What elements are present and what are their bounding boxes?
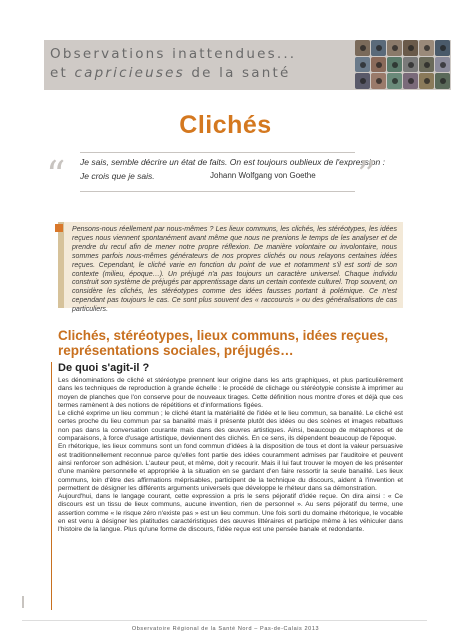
quote-author: Johann Wolfgang von Goethe [210, 171, 316, 180]
eye-photo-tile [387, 40, 402, 56]
intro-text: Pensons-nous réellement par nous-mêmes ? Les lieux communs, les clichés, les stéréotypes, les idées reçues nous viennent spontanément avant même que nous ne prenions le temps de les analyser et de prendre du recul afin de mener notre propre réflexion. De manière volontaire ou involontaire, nous sommes parfois nous-mêmes générateurs de nos propres clichés ou nous relayons certaines idées reçues. Cependant, le cliché varie en fonction du point de vue et notamment s'il est sorti de son contexte (milieu, époque…). Un préjugé n'a pas toujours un caractère universel. Chaque individu construit son système de préjugés par apprentissage dans un certain contexte culturel. Trop souvent, on considère les clichés, les stéréotypes comme des idées fausses portant à polémique. Ce n'est cependant pas toujours le cas. Ce sont plus souvent des « raccourcis » ou des généralisations de cas particuliers. [72, 226, 397, 314]
eye-photo-tile [387, 57, 402, 73]
quote-top-rule [80, 152, 355, 153]
eye-photo-tile [403, 57, 418, 73]
quote-line2: Je crois que je sais. [80, 171, 155, 181]
eye-photo-tile [435, 40, 450, 56]
eyes-photo-mosaic [355, 40, 451, 90]
page-title: Clichés [179, 111, 272, 139]
body-paragraph-2: Le cliché exprime un lieu commun ; le cliché étant la matérialité de l'idée et le lieu commun, sa banalité. Le cliché est certes proche du lieu commun par sa banalité mais il présente plutôt des idées ou des scènes et images rebattues non pas dans la conversation courante mais dans des œuvres artistiques. Ainsi, beaucoup de métaphores et de comparaisons, à force d'usage artistique, deviennent des clichés. En ce sens, ils dépendent beaucoup de l'époque. [58, 410, 403, 443]
intro-marker-icon [55, 224, 63, 232]
intro-box [58, 222, 403, 314]
eye-photo-tile [355, 40, 370, 56]
eye-photo-tile [355, 73, 370, 89]
footer-rule [22, 620, 427, 621]
body-paragraph-3: En rhétorique, les lieux communs sont un fond commun d'idées à la disposition de tous et dont la valeur persuasive est traditionnellement reconnue parce qu'elles font partie des idées couramment admises par l'auditoire et peuvent ainsi renforcer son adhésion. L'auteur peut, et même, doit y recourir. Mais il lui faut trouver le moyen de les présenter d'une manière personnelle et appropriée à la situation en se gardant d'en faire ressortir la seule banalité. Les lieux communs, loin d'être des affirmations méprisables, participent de la technique du discours, aident à l'invention et permettent de désigner les différents arguments universels que développe le rhéteur dans sa démonstration. [58, 443, 403, 492]
section-subtitle: De quoi s'agit-il ? [58, 362, 150, 374]
section-body [58, 377, 403, 535]
eye-photo-tile [371, 73, 386, 89]
body-paragraph-1: Les dénominations de cliché et stéréotype prennent leur origine dans les arts graphiques, et plus particulièrement dans les techniques de reproduction à grande échelle : le procédé de clichage ou stéréotypie consiste à imprimer au moyen de planches que l'on conserve pour de nouveaux tirages. Cette définition nous montre d'ores et déjà que ces termes ramènent à des notions de répétitions et d'informations figées. [58, 377, 403, 409]
close-quote-mark: ” [357, 153, 377, 197]
page-footer: Observatoire Régional de la Santé Nord – Pas-de-Calais 2013 [131, 626, 320, 632]
banner-line2-prefix: et [50, 65, 75, 81]
margin-tick [22, 596, 24, 608]
eye-photo-tile [419, 73, 434, 89]
banner-title-line2 [50, 65, 291, 81]
quote-bottom-rule [80, 191, 355, 192]
section-left-rule [51, 362, 52, 610]
eye-photo-tile [371, 40, 386, 56]
eye-photo-tile [435, 57, 450, 73]
eye-photo-tile [371, 57, 386, 73]
open-quote-mark: “ [46, 153, 66, 197]
section-title: Clichés, stéréotypes, lieux communs, idées reçues, représentations sociales, préjugés… [58, 328, 389, 358]
banner-title-line1: Observations inattendues... [50, 46, 297, 62]
eye-photo-tile [403, 40, 418, 56]
eye-photo-tile [419, 40, 434, 56]
body-paragraph-4: Aujourd'hui, dans le langage courant, cette expression a pris le sens péjoratif d'idée reçue. On dira ainsi : « Ce discours est un tissu de lieux communs, aucune invention, rien de personnel ». Au sens péjoratif du terme, une assertion comme « le risque zéro n'existe pas » est un lieu commun. Une fois sorti du domaine rhétorique, le vocable en est venu à désigner les platitudes caractéristiques des œuvres littéraires et participe même à les véhiculer dans l'histoire de la langue. Plus qu'une forme de discours, l'idée reçue est une pensée banale et redondante. [58, 493, 403, 534]
eye-photo-tile [403, 73, 418, 89]
banner-line2-suffix: de la santé [184, 65, 291, 81]
eye-photo-tile [419, 57, 434, 73]
banner-line2-italic: capricieuses [74, 65, 185, 81]
quote-line1: Je sais, semble décrire un état de faits. On est toujours oublieux de l'expression : [80, 157, 385, 167]
eye-photo-tile [355, 57, 370, 73]
eye-photo-tile [387, 73, 402, 89]
eye-photo-tile [435, 73, 450, 89]
